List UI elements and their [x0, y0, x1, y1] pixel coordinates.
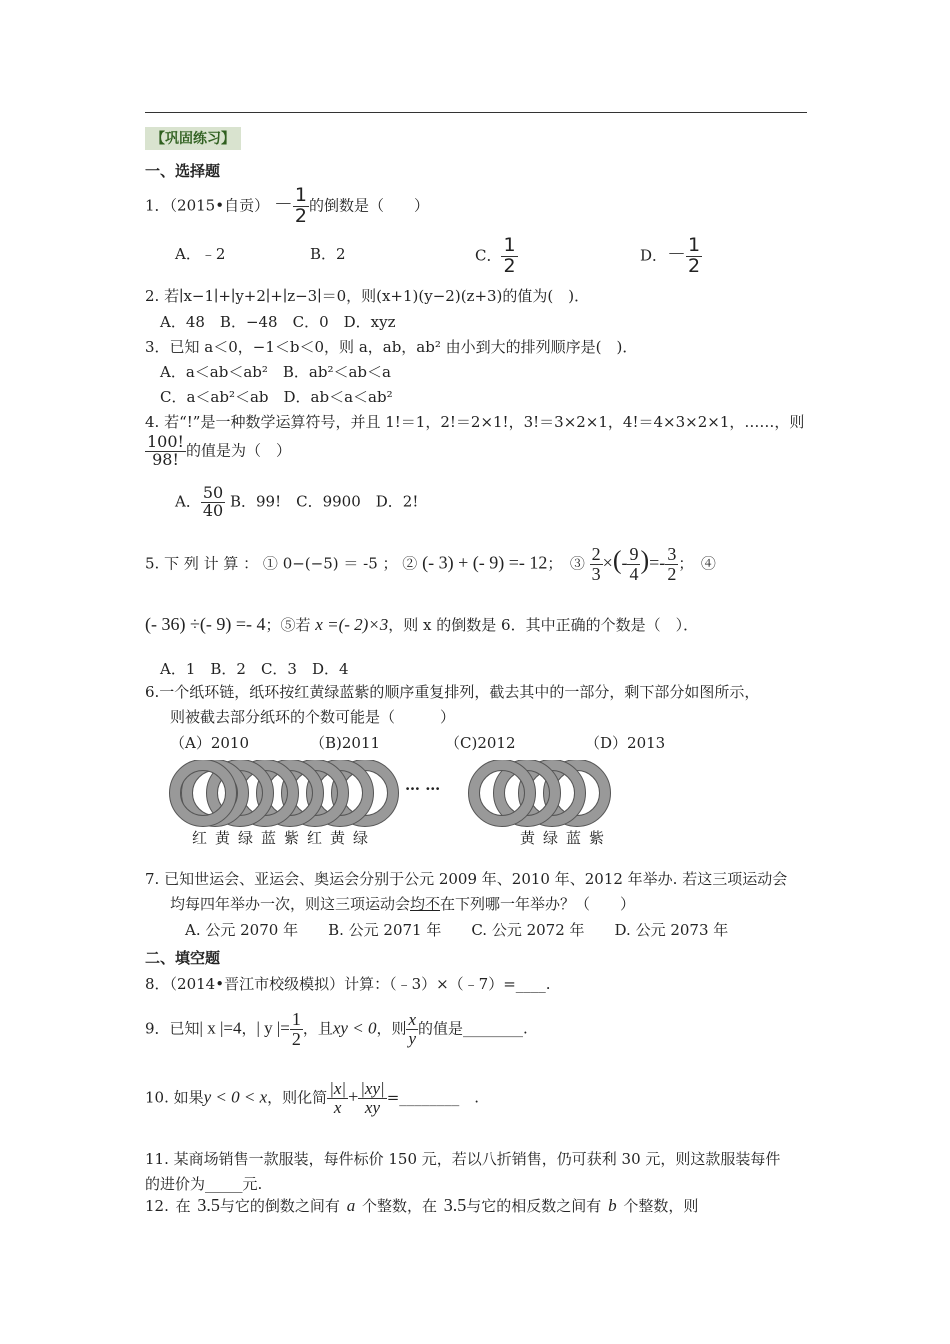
question-5: 5. 下 列 计 算 ： ① 0−(−5) ＝ -5 ； ② (- 3) + (- 9) =- 12； ③ $\frac{2}{3}$ ×(- $\frac{9}{4}$ )=- $\frac{3}{2}$ ； ④ [145, 544, 716, 584]
paper-ring-chain-figure [165, 760, 625, 830]
q1-option-c: C． $\frac{1}{2}$ [475, 234, 516, 277]
fraction: $\frac{1}{2}$ [294, 184, 307, 227]
ring-labels-left: 红黄绿蓝紫红黄绿 [192, 829, 377, 847]
question-7: 7. 已知世运会、亚运会、奥运会分别于公元 2009 年、2010 年、2012 年举办. 若这三项运动会 [145, 870, 788, 888]
q1-option-b: B．2 [310, 245, 346, 263]
question-2: 2. 若∣x−1∣+∣y+2∣+∣z−3∣＝0，则(x+1)(y−2)(z+3)的值为( )． [145, 287, 590, 305]
ring-left-group [170, 760, 399, 827]
section-badge: 【巩固练习】 [145, 127, 241, 150]
top-rule [145, 112, 807, 113]
ring-labels-right: 黄绿蓝紫 [520, 829, 613, 847]
question-11-line2: 的进价为_____元. [145, 1175, 263, 1193]
question-1: 1．（2015•自贡） － $\frac{1}{2}$ 的倒数是（ ） [145, 184, 429, 227]
question-10: 10. 如果y < 0 < x，则化简 $\frac{|x|}{x}$ + $\frac{|xy|}{xy}$ =________ . [145, 1079, 480, 1117]
q7-options: A. 公元 2070 年 B. 公元 2071 年 C. 公元 2072 年 D. 公元 2073 年 [185, 921, 729, 939]
question-4: 4. 若“!”是一种数学运算符号，并且 1!＝1，2!＝2×1!，3!＝3×2×1，4!＝4×3×2×1，……，则 [145, 413, 805, 431]
question-9: 9．已知| x |=4，| y |= $\frac{1}{2}$ ，且xy < 0，则 $\frac{x}{y}$ 的值是________. [145, 1009, 528, 1049]
section-fill-title: 二、填空题 [145, 949, 221, 967]
ring-right-group [469, 760, 611, 827]
q6-option-d: （D）2013 [585, 734, 666, 752]
q6-option-a: （A）2010 [170, 734, 250, 752]
q4-expression: $\frac{100!}{98!}$ 的值是为（ ） [147, 432, 291, 469]
q1-option-d: D．－ $\frac{1}{2}$ [640, 234, 701, 277]
question-12: 12. 在 3.5与它的倒数之间有 a 个整数，在 3.5与它的相反数之间有 b 个整数，则 [145, 1195, 699, 1215]
q3-options-ab: A．a＜ab＜ab² B．ab²＜ab＜a [160, 363, 391, 381]
question-6: 6.一个纸环链，纸环按红黄绿蓝紫的顺序重复排列，截去其中的一部分，剩下部分如图所示， [145, 683, 760, 701]
q4-options: A． $\frac{50}{40}$ B．99! C．9900 D．2! [175, 483, 419, 520]
q6-option-c: （C)2012 [445, 734, 516, 752]
q3-options-cd: C．a＜ab²＜ab D．ab＜a＜ab² [160, 388, 393, 406]
section-choice-title: 一、选择题 [145, 162, 221, 180]
q1-option-a: A．﹣2 [175, 245, 226, 263]
question-3: 3．已知 a＜0，−1＜b＜0，则 a，ab，ab² 由小到大的排列顺序是( )． [145, 338, 638, 356]
q2-options: A．48 B．−48 C．0 D．xyz [160, 313, 396, 331]
question-5-cont: (- 36) ÷(- 9) =- 4；⑤若 x =(- 2)×3，则 x 的倒数是 6．其中正确的个数是（ ）． [145, 614, 699, 634]
question-6-line2: 则被截去部分纸环的个数可能是（ ） [170, 708, 456, 726]
question-7-line2: 均每四年举办一次，则这三项运动会均不在下列哪一年举办？（ ） [170, 895, 636, 913]
q5-options: A．1 B．2 C．3 D．4 [160, 660, 349, 678]
q6-option-b: （B)2011 [310, 734, 381, 752]
ellipsis: … … [405, 776, 441, 794]
question-8: 8．（2014•晋江市校级模拟）计算：（﹣3）×（﹣7）=____. [145, 975, 551, 993]
question-11: 11. 某商场销售一款服装，每件标价 150 元，若以八折销售，仍可获利 30 元，则这款服装每件 [145, 1150, 781, 1168]
